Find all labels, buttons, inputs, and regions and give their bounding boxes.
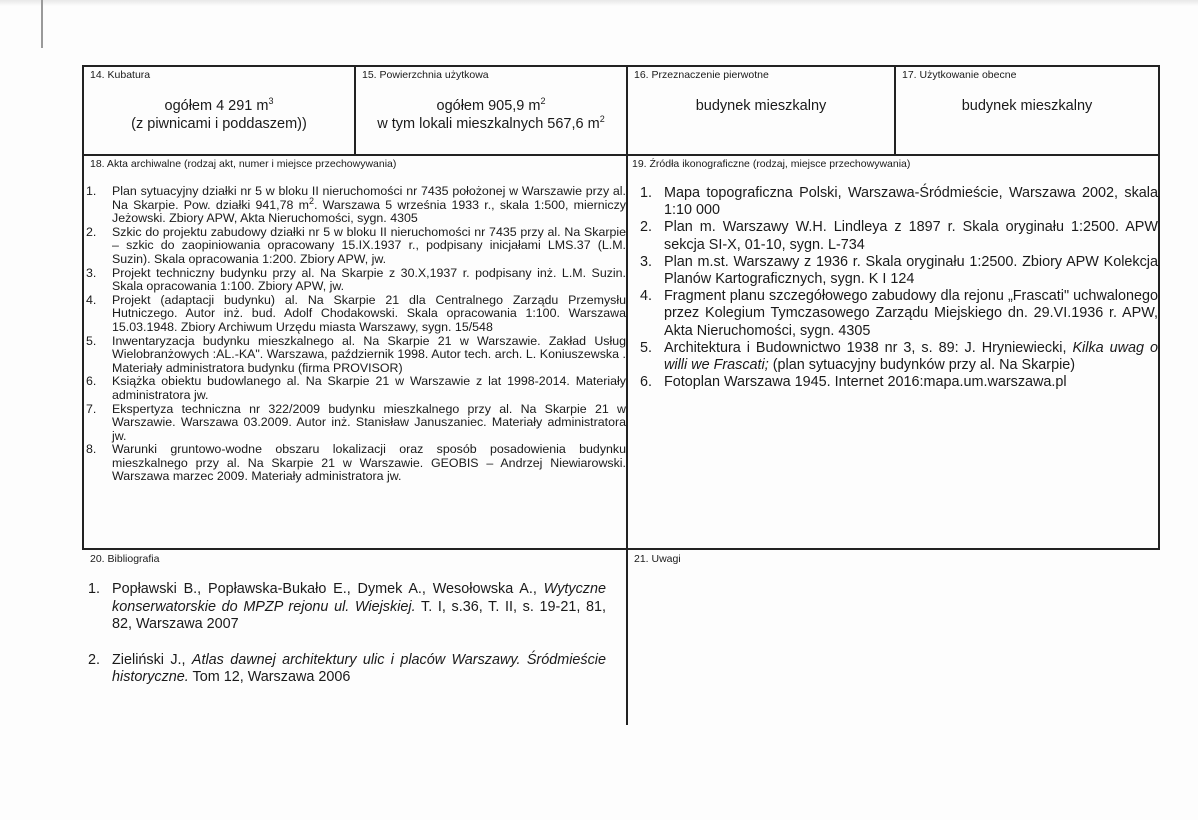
- iconographic-sources-list: [638, 185, 1158, 391]
- field-15-powierzchnia: [356, 67, 626, 154]
- scan-top-edge: [0, 0, 1198, 6]
- list-item: 8. Warunki gruntowo-wodne obszaru lokalizacji oraz sposób posadowienia budynku mieszkalnego przy al. Na Skarpie 21 w Warszawie. GEOBIS – Andrzej Niewiarowski. Warszawa marzec 2009. Materiały administratora jw.: [86, 442, 626, 484]
- list-item: 1. Mapa topograficzna Polski, Warszawa-Śródmieście, Warszawa 2002, skala 1:10 000: [640, 185, 1158, 219]
- list-item: 1. Popławski B., Popławska-Bukało E., Dymek A., Wesołowska A., Wytyczne konserwatorskie do MPZP rejonu ul. Wiejskiej. T. I, s.36, T. II, s. 19-21, 81, 82, Warszawa 2007: [88, 581, 606, 633]
- list-item: 4. Fragment planu szczegółowego zabudowy dla rejonu „Frascati" uchwalonego przez Kolegium Tymczasowego Zarządu Miejskiego dn. 29.VI.1936 r. APW, Akta Nieruchomości, sygn. 4305: [640, 288, 1158, 339]
- area-total: ogółem 905,9 m: [436, 98, 541, 114]
- field-16-przeznaczenie: [628, 67, 894, 154]
- list-item: 2. Zieliński J., Atlas dawnej architektury ulic i placów Warszawy. Śródmieście historyczne. Tom 12, Warszawa 2006: [88, 651, 606, 686]
- archive-records-list: [86, 185, 626, 484]
- list-item: 2. Plan m. Warszawy W.H. Lindleya z 1897 r. Skala oryginału 1:2500. APW sekcja SI-X, 01-10, sygn. L-734: [640, 219, 1158, 253]
- list-item: 2. Szkic do projektu zabudowy działki nr 5 w bloku II nieruchomości nr 7435 przy al. Na Skarpie – szkic do zaopiniowania opracowany 15.IX.1937 r., podpisany inicjałami LMS.37 (L.M. Suzin). Skala opracowania 1:200. Zbiory APW, jw.: [86, 224, 626, 266]
- field-18-header: 18. Akta archiwalne (rodzaj akt, numer i miejsce przechowywania): [90, 158, 397, 170]
- list-item: 3. Projekt techniczny budynku przy al. Na Skarpie z 30.X,1937 r. podpisany inż. L.M. Suzin. Skala opracowania 1:100. Zbiory APW, jw.: [86, 265, 626, 294]
- table-right-border: [1158, 65, 1160, 549]
- area-total-sup: 2: [540, 96, 546, 107]
- area-residential-sup: 2: [599, 114, 605, 125]
- kubatura-total: ogółem 4 291 m: [164, 98, 269, 114]
- field-14-value: [84, 97, 354, 133]
- field-20-header: 20. Bibliografia: [90, 553, 160, 565]
- list-item: 5. Inwentaryzacja budynku mieszkalnego al. Na Skarpie 21 w Warszawie. Zakład Usług Wielobranżowych :AL.-KA". Warszawa, październik 1998. Autor tech. arch. L. Koniuszewska . Materiały administratora budynku (firma PROVISOR): [86, 333, 626, 375]
- field-14-header: 14. Kubatura: [90, 69, 151, 81]
- col-divider-main: [626, 65, 628, 725]
- scan-margin-mark: [41, 0, 43, 48]
- field-16-value: budynek mieszkalny: [695, 98, 827, 114]
- list-item: 3. Plan m.st. Warszawy z 1936 r. Skala oryginału 1:2500. Zbiory APW Kolekcja Planów Kartograficznych, sygn. K I 124: [640, 253, 1158, 288]
- row2-bottom-border: [82, 548, 1160, 550]
- kubatura-note: (z piwnicami i poddaszem)): [131, 116, 307, 132]
- field-14-kubatura: [84, 67, 354, 154]
- field-17-header: 17. Użytkowanie obecne: [902, 69, 1017, 81]
- field-17-value: budynek mieszkalny: [961, 98, 1093, 114]
- field-15-header: 15. Powierzchnia użytkowa: [362, 69, 489, 81]
- row1-bottom-border: [82, 154, 1160, 156]
- field-21-header: 21. Uwagi: [634, 553, 681, 565]
- list-item: 6. Książka obiektu budowlanego al. Na Skarpie 21 w Warszawie z lat 1998-2014. Materiały administratora jw.: [86, 374, 626, 402]
- list-item: 4. Projekt (adaptacji budynku) al. Na Skarpie 21 dla Centralnego Zarządu Przemysłu Hutniczego. Autor inż. bud. Adolf Chodakowski. Skala opracowania 1:100. Warszawa 15.03.1948. Zbiory Archiwum Urzędu miasta Warszawy, sygn. 15/548: [86, 292, 626, 334]
- field-16-header: 16. Przeznaczenie pierwotne: [634, 69, 769, 81]
- bibliography-list: [86, 581, 606, 687]
- area-residential: w tym lokali mieszkalnych 567,6 m: [377, 116, 600, 132]
- list-item: 6. Fotoplan Warszawa 1945. Internet 2016:mapa.um.warszawa.pl: [640, 374, 1067, 391]
- kubatura-unit-sup: 3: [268, 96, 274, 107]
- field-17-uzytkowanie: [896, 67, 1158, 154]
- field-15-value: [356, 97, 626, 133]
- list-item: 5. Architektura i Budownictwo 1938 nr 3, s. 89: J. Hryniewiecki, Kilka uwag o willi we Frascati; (plan sytuacyjny budynków przy al. Na Skarpie): [640, 339, 1158, 374]
- list-item: 1. Plan sytuacyjny działki nr 5 w bloku II nieruchomości nr 7435 położonej w Warszawie przy al. Na Skarpie. Pow. działki 941,78 $m^2$. Warszawa 5 września 1933 r., skala 1:500, mierniczy Jeżowski. Zbiory APW, Akta Nieruchomości, sygn. 4305: [86, 184, 626, 226]
- field-19-header: 19. Źródła ikonograficzne (rodzaj, miejsce przechowywania): [632, 158, 911, 170]
- list-item: 7. Ekspertyza techniczna nr 322/2009 budynku mieszkalnego przy al. Na Skarpie 21 w Warszawie. Warszawa 03.2009. Autor inż. Stanisław Januszaniec. Materiały administratora jw.: [86, 401, 626, 443]
